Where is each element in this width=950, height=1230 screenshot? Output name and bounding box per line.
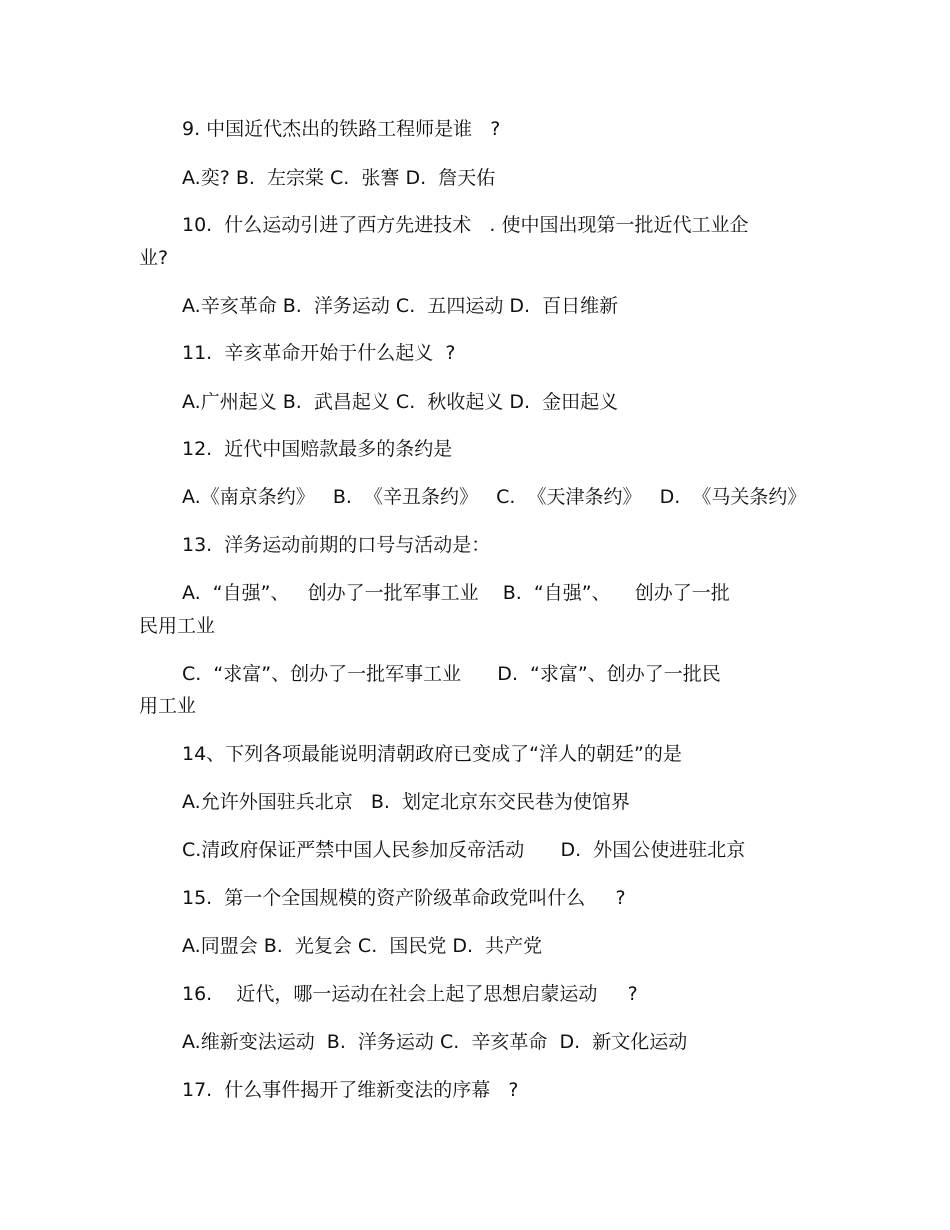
- options-12: A.《南京条约》 B. 《辛丑条约》 C. 《天津条约》 D. 《马关条约》: [182, 486, 807, 508]
- question-10-cont: 业?: [139, 247, 169, 269]
- options-13-cd: C. “求富”、创办了一批军事工业 D. “求富”、创办了一批民: [182, 663, 721, 685]
- options-13-cd-cont: 用工业: [139, 695, 197, 717]
- question-10: 10. 什么运动引进了西方先进技术 . 使中国出现第一批近代工业企: [182, 214, 749, 236]
- options-10: A.辛亥革命 B. 洋务运动 C. 五四运动 D. 百日维新: [182, 295, 619, 317]
- options-14-cd: C.清政府保证严禁中国人民参加反帝活动 D. 外国公使进驻北京: [182, 839, 746, 861]
- options-15: A.同盟会 B. 光复会 C. 国民党 D. 共产党: [182, 935, 543, 957]
- question-16: 16. 近代，哪一运动在社会上起了思想启蒙运动 ?: [182, 983, 638, 1005]
- options-13-ab-cont: 民用工业: [139, 615, 216, 637]
- question-12: 12. 近代中国赔款最多的条约是: [182, 438, 453, 460]
- question-15: 15. 第一个全国规模的资产阶级革命政党叫什么 ?: [182, 887, 626, 909]
- question-17: 17. 什么事件揭开了维新变法的序幕 ?: [182, 1079, 519, 1101]
- options-11: A.广州起义 B. 武昌起义 C. 秋收起义 D. 金田起义: [182, 391, 619, 413]
- options-13-ab: A. “自强”、 创办了一批军事工业 B. “自强”、 创办了一批: [182, 582, 730, 604]
- question-9: 9. 中国近代杰出的铁路工程师是谁 ?: [182, 118, 501, 140]
- question-13: 13. 洋务运动前期的口号与活动是：: [182, 534, 491, 556]
- question-14: 14、下列各项最能说明清朝政府已变成了“洋人的朝廷”的是: [182, 743, 682, 765]
- question-11: 11. 辛亥革命开始于什么起义 ?: [182, 342, 456, 364]
- options-14-ab: A.允许外国驻兵北京 B. 划定北京东交民巷为使馆界: [182, 791, 630, 813]
- options-16: A.维新变法运动 B. 洋务运动 C. 辛亥革命 D. 新文化运动: [182, 1031, 688, 1053]
- options-9: A.奕? B. 左宗棠 C. 张謇 D. 詹天佑: [182, 167, 496, 189]
